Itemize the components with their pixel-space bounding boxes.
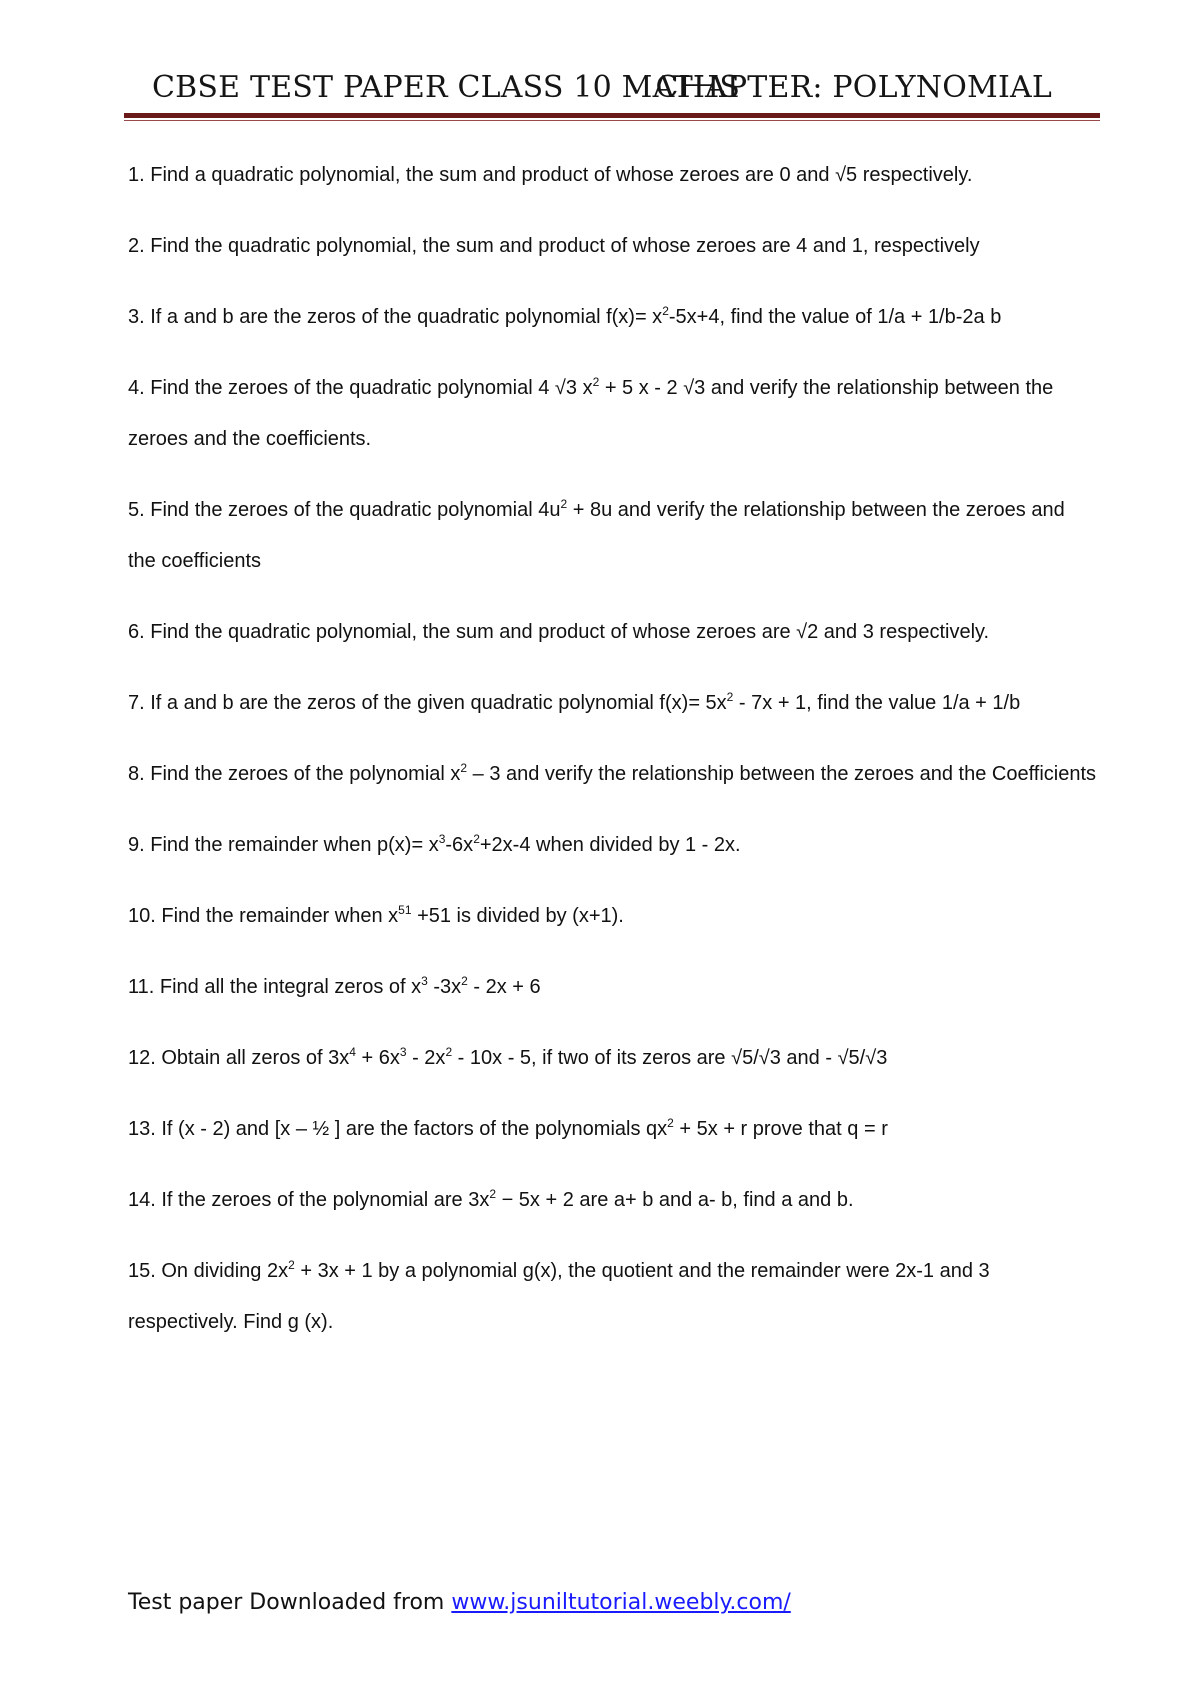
question-text: + 5 x - 2 √3 and verify the relationship between the zeroes and the coefficients.: [128, 377, 1054, 450]
question-3: [128, 292, 1098, 343]
exponent: 3: [399, 1045, 407, 1059]
question-text: 14. If the zeroes of the polynomial are 3x: [128, 1189, 490, 1211]
question-5: [128, 485, 1098, 587]
question-text: 15. On dividing 2x: [128, 1260, 289, 1282]
question-text: 4. Find the zeroes of the quadratic polynomial 4 √3 x: [128, 377, 593, 399]
question-text: - 2x + 6: [467, 976, 541, 998]
question-text: + 3x + 1 by a polynomial g(x), the quotient and the remainder were 2x-1 and 3 respectively. Find g (x).: [128, 1260, 990, 1333]
question-text: 6. Find the quadratic polynomial, the sum and product of whose zeroes are √2 and 3 respectively.: [128, 621, 990, 643]
question-14: [128, 1175, 1098, 1226]
question-text: 2. Find the quadratic polynomial, the sum and product of whose zeroes are 4 and 1, respectively: [128, 235, 980, 257]
question-text: 8. Find the zeroes of the polynomial x: [128, 763, 461, 785]
question-8: [128, 749, 1098, 800]
exponent: 2: [560, 497, 568, 511]
question-15: [128, 1246, 1098, 1348]
exponent: 2: [445, 1045, 453, 1059]
exponent: 2: [473, 832, 480, 846]
question-text: + 8u and verify the relationship between the zeroes and the coefficients: [128, 499, 1065, 572]
question-text: – 3 and verify the relationship between the zeroes and the Coefficients: [467, 763, 1097, 785]
paper-title: CBSE TEST PAPER CLASS 10 MATHS: [152, 70, 741, 105]
question-text: + 6x: [355, 1047, 400, 1069]
question-text: - 2x: [406, 1047, 446, 1069]
chapter-title: CHAPTER: POLYNOMIAL: [655, 70, 1052, 105]
question-text: 9. Find the remainder when p(x)= x: [128, 834, 439, 856]
exponent: 51: [398, 903, 412, 917]
question-text: 11. Find all the integral zeros of x: [128, 976, 422, 998]
question-text: + 5x + r prove that q = r: [673, 1118, 888, 1140]
question-text: - 10x - 5, if two of its zeros are √5/√3 and - √5/√3: [452, 1047, 888, 1069]
exponent: 4: [349, 1045, 356, 1059]
question-4: [128, 363, 1098, 465]
question-text: -5x+4, find the value of 1/a + 1/b-2a b: [668, 306, 1002, 328]
question-text: 1. Find a quadratic polynomial, the sum and product of whose zeroes are 0 and √5 respectively.: [128, 164, 973, 186]
question-text: 13. If (x - 2) and [x – ½ ] are the factors of the polynomials qx: [128, 1118, 668, 1140]
question-text: 10. Find the remainder when x: [128, 905, 399, 927]
question-12: [128, 1033, 1098, 1084]
exponent: 2: [461, 974, 468, 988]
exponent: 3: [438, 832, 446, 846]
question-text: − 5x + 2 are a+ b and a- b, find a and b.: [496, 1189, 854, 1211]
question-text: +51 is divided by (x+1).: [411, 905, 624, 927]
question-text: -6x: [445, 834, 474, 856]
question-text: 12. Obtain all zeros of 3x: [128, 1047, 350, 1069]
exponent: 2: [592, 375, 600, 389]
exponent: 2: [726, 690, 734, 704]
question-6: [128, 607, 1098, 658]
question-text: 5. Find the zeroes of the quadratic polynomial 4u: [128, 499, 561, 521]
question-13: [128, 1104, 1098, 1155]
exponent: 2: [489, 1187, 497, 1201]
header-rule-thin: [124, 120, 1100, 121]
question-7: [128, 678, 1098, 729]
question-1: [128, 150, 1098, 201]
question-text: +2x-4 when divided by 1 - 2x.: [479, 834, 741, 856]
question-text: 7. If a and b are the zeros of the given quadratic polynomial f(x)= 5x: [128, 692, 727, 714]
exponent: 2: [667, 1116, 674, 1130]
question-11: [128, 962, 1098, 1013]
question-2: [128, 221, 1098, 272]
exponent: 2: [460, 761, 468, 775]
header-rule: [124, 113, 1100, 118]
page-header: [140, 70, 1080, 110]
question-text: - 7x + 1, find the value 1/a + 1/b: [733, 692, 1021, 714]
question-10: [128, 891, 1098, 942]
question-list: [128, 150, 1098, 1368]
footer-text: Test paper Downloaded from: [128, 1590, 452, 1615]
question-9: [128, 820, 1098, 871]
source-link[interactable]: www.jsuniltutorial.weebly.com/: [451, 1590, 791, 1615]
question-text: -3x: [427, 976, 462, 998]
exponent: 3: [421, 974, 428, 988]
exponent: 2: [288, 1258, 295, 1272]
question-text: 3. If a and b are the zeros of the quadratic polynomial f(x)= x: [128, 306, 663, 328]
page-footer: [128, 1590, 791, 1615]
exponent: 2: [662, 304, 669, 318]
